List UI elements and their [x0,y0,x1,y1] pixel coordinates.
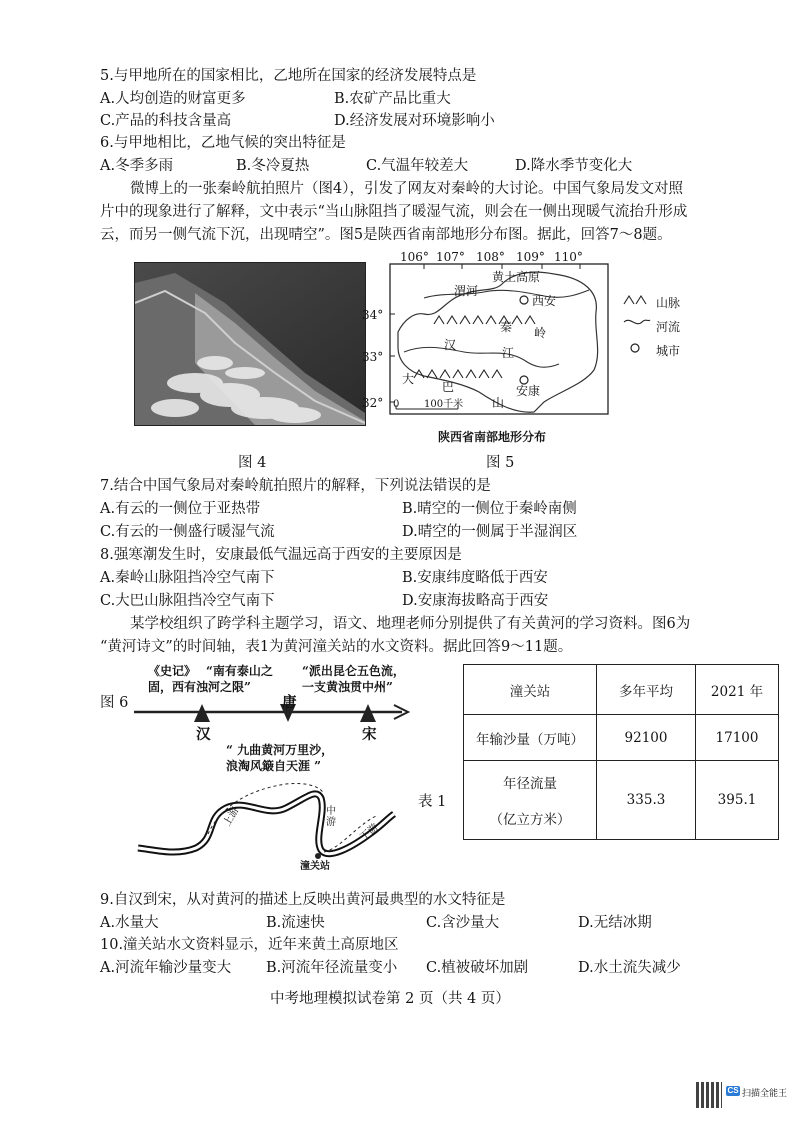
q10-stem: 10.潼关站水文资料显示，近年来黄土高原地区 [100,937,399,953]
jiang-label: 江 [502,346,515,360]
row-runoff-label-2: （亿立方米） [489,812,571,828]
hydrology-table [463,664,779,840]
q10-option-b: B.河流年径流量变小 [266,960,398,976]
q8-option-a: A.秦岭山脉阻挡冷空气南下 [100,570,275,586]
yellow-river-course [136,778,396,870]
q5-option-d: D.经济发展对环境影响小 [334,113,495,129]
loess-plateau-label: 黄土高原 [492,270,541,284]
shan-label: 山 [492,396,505,410]
fig6-quote1b: 固，西有浊河之限” [148,680,251,694]
lon-110: 110° [554,250,583,264]
legend-river: 河流 [656,320,681,334]
q10-option-c: C.植被破坏加剧 [426,960,529,976]
q5-option-a: A.人均创造的财富更多 [100,91,246,107]
q9-stem: 9.自汉到宋，从对黄河的描述上反映出黄河最典型的水文特征是 [100,892,506,908]
row-sediment-label: 年输沙量（万吨） [464,715,597,761]
header-average: 多年平均 [597,665,696,715]
qinling-aerial-photo [134,262,366,426]
fig6-shiji: 《史记》 [148,664,197,678]
q7-option-c: C.有云的一侧盛行暖湿气流 [100,524,275,540]
q9-option-c: C.含沙量大 [426,915,500,931]
intro1-line1: 微博上的一张秦岭航拍照片（图4），引发了网友对秦岭的大讨论。中国气象局发文对照 [130,181,683,197]
fig6-tang: 唐 [282,694,297,711]
da-label: 大 [402,372,415,386]
row-sediment-average: 92100 [597,715,696,761]
fig6-tongguan-station: 潼关站 [300,861,330,872]
fig6-quote2b: 一支黄浊贯中州” [302,680,393,694]
q8-option-c: C.大巴山脉阻挡冷空气南下 [100,593,275,609]
page-footer: 中考地理模拟试卷第 2 页（共 4 页） [270,991,510,1007]
q7-stem: 7.结合中国气象局对秦岭航拍照片的解释，下列说法错误的是 [100,478,491,494]
intro1-line3: 云，而另一侧气流下沉，出现晴空”。图5是陕西省南部地形分布图。据此，回答7～8题。 [100,227,672,243]
fig6-quote1a: “南有泰山之 [206,664,273,678]
row-sediment-2021: 17100 [696,715,779,761]
q6-option-a: A.冬季多雨 [100,158,174,174]
q6-stem: 6.与甲地相比，乙地气候的突出特征是 [100,135,346,151]
lon-106: 106° [400,250,429,264]
fig6-quote3a: “ 九曲黄河万里沙， [226,743,334,757]
qin-label: 秦 [500,320,513,334]
map-caption: 陕西省南部地形分布 [438,430,547,444]
lon-108: 108° [476,250,505,264]
intro1-line2: 片中的现象进行了解释，文中表示“当山脉阻挡了暖湿气流，则会在一侧出现暖气流抬升形成 [100,204,688,220]
q6-option-d: D.降水季节变化大 [515,158,633,174]
scale-zero: 0 [393,399,400,410]
xian-label: 西安 [532,294,557,308]
ling-label: 岭 [534,326,547,340]
q9-option-a: A.水量大 [100,915,159,931]
lat-33: 33° [362,350,384,364]
fig6-quote2a: “派出昆仑五色流， [302,664,405,678]
legend-mountain: 山脉 [656,296,681,310]
q5-option-c: C.产品的科技含量高 [100,113,232,129]
q9-option-b: B.流速快 [266,915,325,931]
row-runoff-2021: 395.1 [696,761,779,840]
row-runoff-label-1: 年径流量 [503,776,557,792]
fig6-lower-reach: 下游 [358,821,381,844]
fig6-quote3b: 浪淘风簸自天涯 ” [226,759,322,773]
q7-option-a: A.有云的一侧位于亚热带 [100,501,261,517]
lon-109: 109° [516,250,545,264]
qr-code-icon [696,1082,722,1108]
q7-option-b: B.晴空的一侧位于秦岭南侧 [402,501,577,517]
fig4-caption: 图 4 [238,455,267,471]
q5-stem: 5.与甲地所在的国家相比，乙地所在国家的经济发展特点是 [100,68,477,84]
fig5-caption: 图 5 [486,455,515,471]
q6-option-b: B.冬冷夏热 [236,158,310,174]
q9-option-d: D.无结冰期 [578,915,652,931]
lat-34: 34° [362,308,384,322]
header-2021: 2021 年 [696,665,779,715]
table-row [464,761,779,840]
shaanxi-south-terrain-map [362,250,614,444]
scanner-watermark: 扫描全能王 [742,1088,788,1098]
intro2-line1: 某学校组织了跨学科主题学习，语文、地理老师分别提供了有关黄河的学习资料。图6为 [130,616,691,632]
q6-option-c: C.气温年较差大 [366,158,469,174]
cs-logo-icon: CS [727,1086,739,1095]
row-runoff-average: 335.3 [597,761,696,840]
q8-stem: 8.强寒潮发生时，安康最低气温远高于西安的主要原因是 [100,547,462,563]
legend-city: 城市 [656,344,681,358]
header-station: 潼关站 [464,665,597,715]
q10-option-d: D.水土流失减少 [578,960,681,976]
map-legend-symbols [622,292,652,360]
lat-32: 32° [362,396,384,410]
fig6-song: 宋 [362,726,377,743]
fig6-han: 汉 [196,726,211,743]
ba-label: 巴 [442,380,455,394]
table1-label: 表 1 [418,794,447,810]
table-row [464,715,779,761]
q10-option-a: A.河流年输沙量变大 [100,960,232,976]
han-label: 汉 [444,338,457,352]
q8-option-d: D.安康海拔略高于西安 [402,593,549,609]
intro2-line2: “黄河诗文”的时间轴，表1为黄河潼关站的水文资料。据此回答9～11题。 [100,639,573,655]
lon-107: 107° [436,250,465,264]
ankang-label: 安康 [516,384,541,398]
row-runoff-label [464,761,597,840]
scale-label: 100千米 [424,399,464,410]
table-header-row [464,665,779,715]
q5-option-b: B.农矿产品比重大 [334,91,451,107]
fig6-label: 图 6 [100,695,129,711]
fig6-middle-reach: 中游 [326,806,336,828]
q7-option-d: D.晴空的一侧属于半湿润区 [402,524,578,540]
wei-river-label: 渭河 [454,284,479,298]
q8-option-b: B.安康纬度略低于西安 [402,570,548,586]
fig6-upper-reach: 上游 [221,805,242,829]
